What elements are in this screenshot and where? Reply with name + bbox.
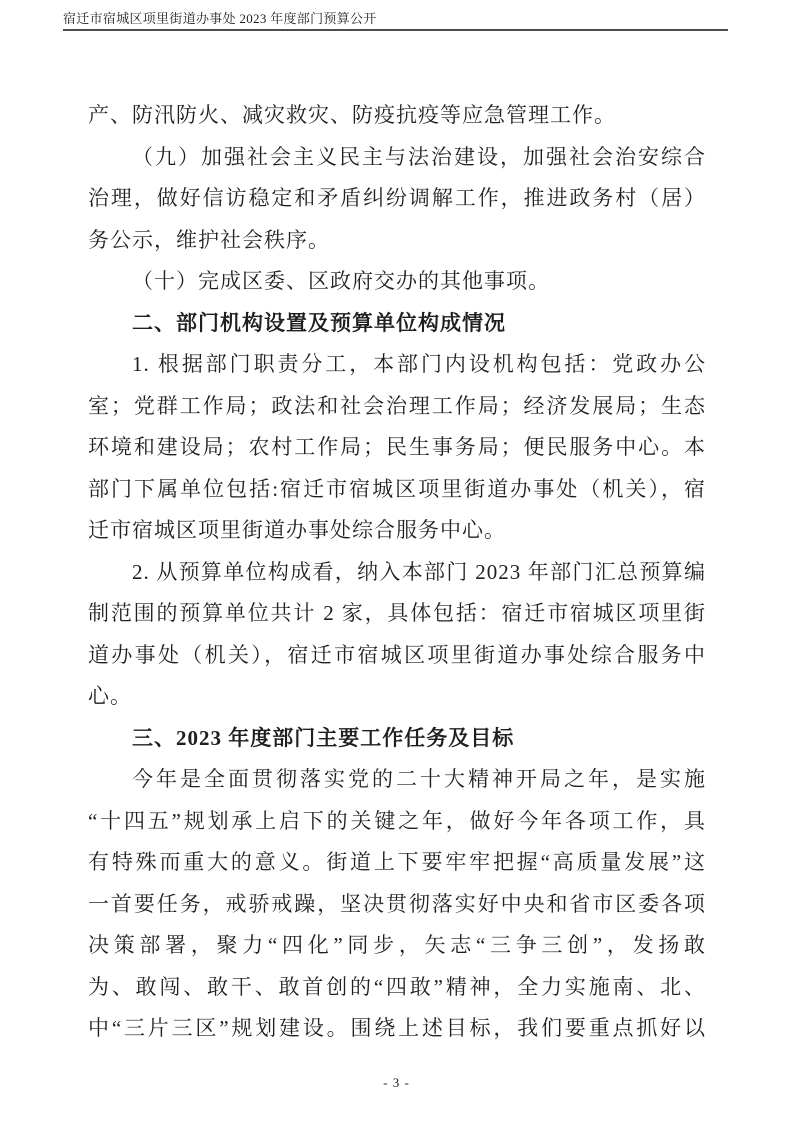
header-title: 宿迁市宿城区项里街道办事处 2023 年度部门预算公开	[63, 11, 377, 26]
text-line: 为、敢闯、敢干、敢首创的“四敢”精神，全力实施南、北、	[88, 974, 706, 999]
section-heading: 三、2023 年度部门主要工作任务及目标	[132, 725, 515, 750]
section-heading: 二、部门机构设置及预算单位构成情况	[132, 310, 506, 335]
text-line: 中“三片三区”规划建设。围绕上述目标，我们要重点抓好以	[88, 1016, 706, 1040]
page-header	[63, 11, 728, 31]
text-line: 一首要任务，戒骄戒躁，坚决贯彻落实好中央和省市区委各项	[88, 891, 706, 916]
text-line: 有特殊而重大的意义。街道上下要牢牢把握“高质量发展”这	[88, 850, 706, 874]
text-line: 室；党群工作局；政法和社会治理工作局；经济发展局；生态	[88, 393, 706, 418]
text-line: 道办事处（机关），宿迁市宿城区项里街道办事处综合服务中	[88, 642, 706, 667]
page-number: - 3 -	[383, 1075, 410, 1090]
text-line: 今年是全面贯彻落实党的二十大精神开局之年，是实施	[132, 767, 706, 791]
text-line: 产、防汛防火、减灾救灾、防疫抗疫等应急管理工作。	[88, 103, 616, 127]
text-line: 心。	[88, 684, 132, 708]
text-line: 制范围的预算单位共计 2 家，具体包括：宿迁市宿城区项里街	[88, 601, 706, 625]
text-line: 治理，做好信访稳定和矛盾纠纷调解工作，推进政务村（居）	[88, 186, 706, 210]
page-footer	[0, 1075, 793, 1091]
text-line: 迁市宿城区项里街道办事处综合服务中心。	[88, 518, 506, 542]
text-line: 部门下属单位包括:宿迁市宿城区项里街道办事处（机关），宿	[88, 476, 706, 501]
text-line: 决策部署，聚力“四化”同步，矢志“三争三创”，发扬敢	[88, 933, 706, 957]
text-line: （十）完成区委、区政府交办的其他事项。	[132, 269, 550, 293]
text-line: 环境和建设局；农村工作局；民生事务局；便民服务中心。本	[88, 435, 706, 459]
text-line: 2. 从预算单位构成看，纳入本部门 2023 年部门汇总预算编	[132, 559, 706, 584]
text-line: 务公示，维护社会秩序。	[88, 227, 330, 252]
text-line: （九）加强社会主义民主与法治建设，加强社会治安综合	[132, 144, 706, 169]
text-line: “十四五”规划承上启下的关键之年，做好今年各项工作，具	[88, 808, 706, 833]
text-line: 1. 根据部门职责分工，本部门内设机构包括：党政办公	[132, 352, 706, 376]
document-body	[88, 95, 706, 1050]
